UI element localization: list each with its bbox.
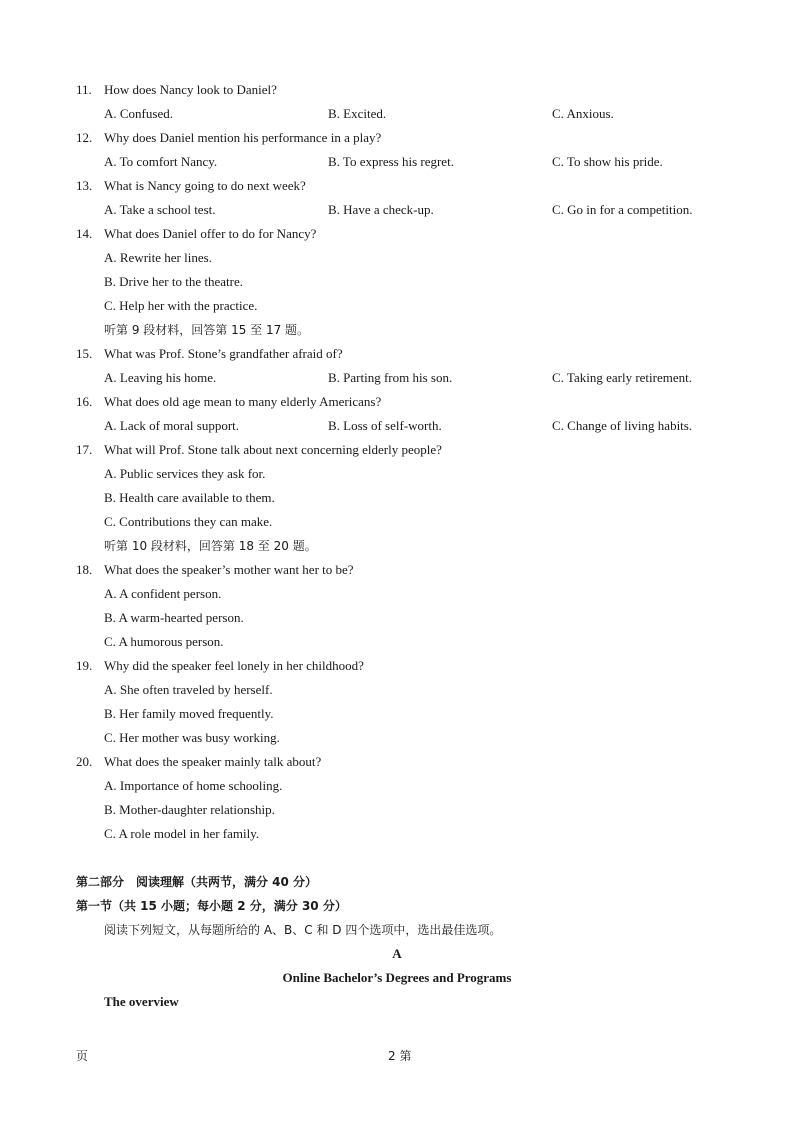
question-text: What was Prof. Stone’s grandfather afraid of? — [104, 346, 343, 361]
option-c: C. Her mother was busy working. — [104, 730, 280, 745]
option-c: C. Go in for a competition. — [552, 202, 693, 217]
question-number: 17. — [76, 442, 93, 457]
option-b: B. Have a check-up. — [328, 202, 434, 217]
question-text: How does Nancy look to Daniel? — [104, 82, 277, 97]
option-a: A. Rewrite her lines. — [104, 250, 212, 265]
section-heading: 第一节（共 15 小题；每小题 2 分，满分 30 分） — [76, 899, 347, 913]
question-text: What will Prof. Stone talk about next concerning elderly people? — [104, 442, 442, 457]
option-b: B. Drive her to the theatre. — [104, 274, 243, 289]
option-c: C. Taking early retirement. — [552, 370, 692, 385]
question-number: 12. — [76, 130, 93, 145]
option-c: C. Contributions they can make. — [104, 514, 273, 529]
option-a: A. Leaving his home. — [104, 370, 217, 385]
option-b: B. Health care available to them. — [104, 490, 275, 505]
question-number: 14. — [76, 226, 93, 241]
question-number: 13. — [76, 178, 93, 193]
option-c: C. Change of living habits. — [552, 418, 693, 433]
question-text: What does the speaker mainly talk about? — [104, 754, 322, 769]
question-number: 20. — [76, 754, 93, 769]
option-a: A. Lack of moral support. — [104, 418, 240, 433]
option-b: B. To express his regret. — [328, 154, 454, 169]
option-c: C. A humorous person. — [104, 634, 224, 649]
option-a: A. Take a school test. — [104, 202, 216, 217]
question-number: 18. — [76, 562, 93, 577]
listening-instruction: 听第 9 段材料，回答第 15 至 17 题。 — [104, 323, 310, 337]
question-text: Why does Daniel mention his performance in a play? — [104, 130, 382, 145]
option-b: B. Loss of self-worth. — [328, 418, 442, 433]
footer-left: 页 — [76, 1049, 89, 1063]
listening-instruction: 听第 10 段材料，回答第 18 至 20 题。 — [104, 539, 317, 553]
option-a: A. A confident person. — [104, 586, 222, 601]
option-a: A. Importance of home schooling. — [104, 778, 283, 793]
option-c: C. To show his pride. — [552, 154, 663, 169]
passage-title: Online Bachelor’s Degrees and Programs — [282, 970, 512, 985]
option-b: B. A warm-hearted person. — [104, 610, 244, 625]
option-c: C. Anxious. — [552, 106, 614, 121]
option-c: C. Help her with the practice. — [104, 298, 258, 313]
passage-letter: A — [392, 946, 402, 961]
option-a: A. She often traveled by herself. — [104, 682, 273, 697]
reading-directions: 阅读下列短文，从每题所给的 A、B、C 和 D 四个选项中，选出最佳选项。 — [104, 923, 502, 937]
passage-section-title: The overview — [104, 994, 179, 1009]
option-b: B. Parting from his son. — [328, 370, 453, 385]
option-c: C. A role model in her family. — [104, 826, 260, 841]
question-text: What does Daniel offer to do for Nancy? — [104, 226, 317, 241]
part-heading: 第二部分 阅读理解（共两节，满分 40 分） — [76, 875, 318, 889]
page-number: 2 第 — [388, 1049, 412, 1063]
option-a: A. Public services they ask for. — [104, 466, 266, 481]
question-number: 16. — [76, 394, 93, 409]
question-number: 11. — [76, 82, 92, 97]
option-b: B. Mother-daughter relationship. — [104, 802, 275, 817]
question-text: Why did the speaker feel lonely in her childhood? — [104, 658, 364, 673]
option-b: B. Excited. — [328, 106, 387, 121]
question-text: What does old age mean to many elderly Americans? — [104, 394, 382, 409]
question-text: What does the speaker’s mother want her to be? — [104, 562, 354, 577]
question-number: 15. — [76, 346, 93, 361]
option-b: B. Her family moved frequently. — [104, 706, 274, 721]
question-number: 19. — [76, 658, 93, 673]
option-a: A. Confused. — [104, 106, 173, 121]
option-a: A. To comfort Nancy. — [104, 154, 218, 169]
question-text: What is Nancy going to do next week? — [104, 178, 306, 193]
